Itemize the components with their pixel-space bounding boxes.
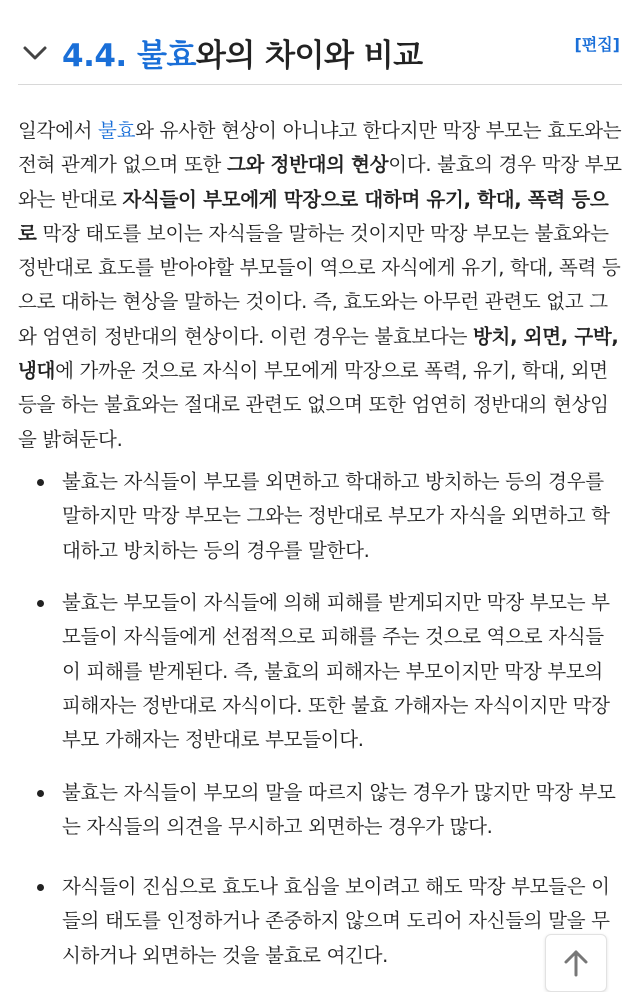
paragraph-text: 에 가까운 것으로 자식이 부모에게 막장으로 폭력, 유기, 학대, 외면 등을 하는 불효와는 절대로 관련도 없으며 또한 엄연히 정반대의 현상임을 밝혀둔다. bbox=[18, 359, 609, 451]
paragraph-text: 와 유사한 현상이 아니냐고 한다지만 막장 부모는 효도와는 전혀 관계가 없으며 또한 bbox=[18, 119, 622, 177]
chevron-down-icon[interactable] bbox=[20, 38, 50, 68]
arrow-up-icon bbox=[563, 949, 589, 977]
edit-button[interactable]: [편집] bbox=[574, 35, 620, 54]
bullet-dot bbox=[37, 790, 44, 797]
bold-text: 그와 정반대의 현상 bbox=[226, 153, 389, 177]
bullet-dot bbox=[37, 479, 44, 486]
list-item bbox=[62, 465, 618, 568]
section-divider bbox=[18, 84, 622, 85]
list-item-text: 불효는 부모들이 자식들에 의해 피해를 받게되지만 막장 부모는 부모들이 자식들에게 선점적으로 피해를 주는 것으로 역으로 자식들이 피해를 받게된다. 즉, 불효의 피해자는 부모이지만 막장 부모의 피해자는 정반대로 자식이다. 또한 불효 가해자는 자식이지만 막장 부모 가해자는 정반대로 부모들이다. bbox=[62, 591, 610, 752]
section-number: 4.4. bbox=[62, 38, 127, 74]
list-item-text: 불효는 자식들이 부모의 말을 따르지 않는 경우가 많지만 막장 부모는 자식들의 의견을 무시하고 외면하는 경우가 많다. bbox=[62, 781, 616, 839]
list-item bbox=[62, 586, 618, 757]
list-item-text: 불효는 자식들이 부모를 외면하고 학대하고 방치하는 등의 경우를 말하지만 막장 부모는 그와는 정반대로 부모가 자식을 외면하고 학대하고 방치하는 등의 경우를 말한다. bbox=[62, 470, 610, 562]
paragraph-text: 막장 태도를 보이는 자식들을 말하는 것이지만 막장 부모는 불효와는 정반대로 효도를 받아야할 부모들이 역으로 자식에게 유기, 학대, 폭력 등으로 대하는 현상을 말하는 것이다. 즉, 효도와는 아무런 관련도 없고 그와 엄연히 정반대의 현상이다. 이런 경우는 불효보다는 bbox=[18, 221, 621, 348]
list-item-text: 자식들이 진심으로 효도나 효심을 보이려고 해도 막장 부모들은 이들의 태도를 인정하거나 존중하지 않으며 도리어 자신들의 말을 무시하거나 외면하는 것을 불효로 여긴다. bbox=[62, 875, 610, 967]
title-rest: 와의 차이와 비교 bbox=[195, 38, 423, 74]
inline-link[interactable]: 불효 bbox=[98, 119, 136, 142]
list-item bbox=[62, 870, 618, 973]
body-paragraph bbox=[18, 114, 622, 457]
section-title bbox=[62, 30, 423, 75]
paragraph-text: 일각에서 bbox=[18, 119, 99, 142]
bullet-dot bbox=[37, 884, 44, 891]
bullet-dot bbox=[37, 600, 44, 607]
bold-text: 방치, 외면, 구박, 냉대 bbox=[18, 324, 619, 383]
section-header bbox=[0, 18, 640, 84]
bold-text: 자식들이 부모에게 막장으로 대하며 유기, 학대, 폭력 등으로 bbox=[18, 187, 609, 245]
scroll-top-button[interactable] bbox=[545, 934, 607, 992]
list-item bbox=[62, 776, 618, 845]
paragraph-text: 이다. 불효의 경우 막장 부모와는 반대로 bbox=[18, 153, 622, 211]
title-link[interactable]: 불효 bbox=[137, 38, 196, 74]
